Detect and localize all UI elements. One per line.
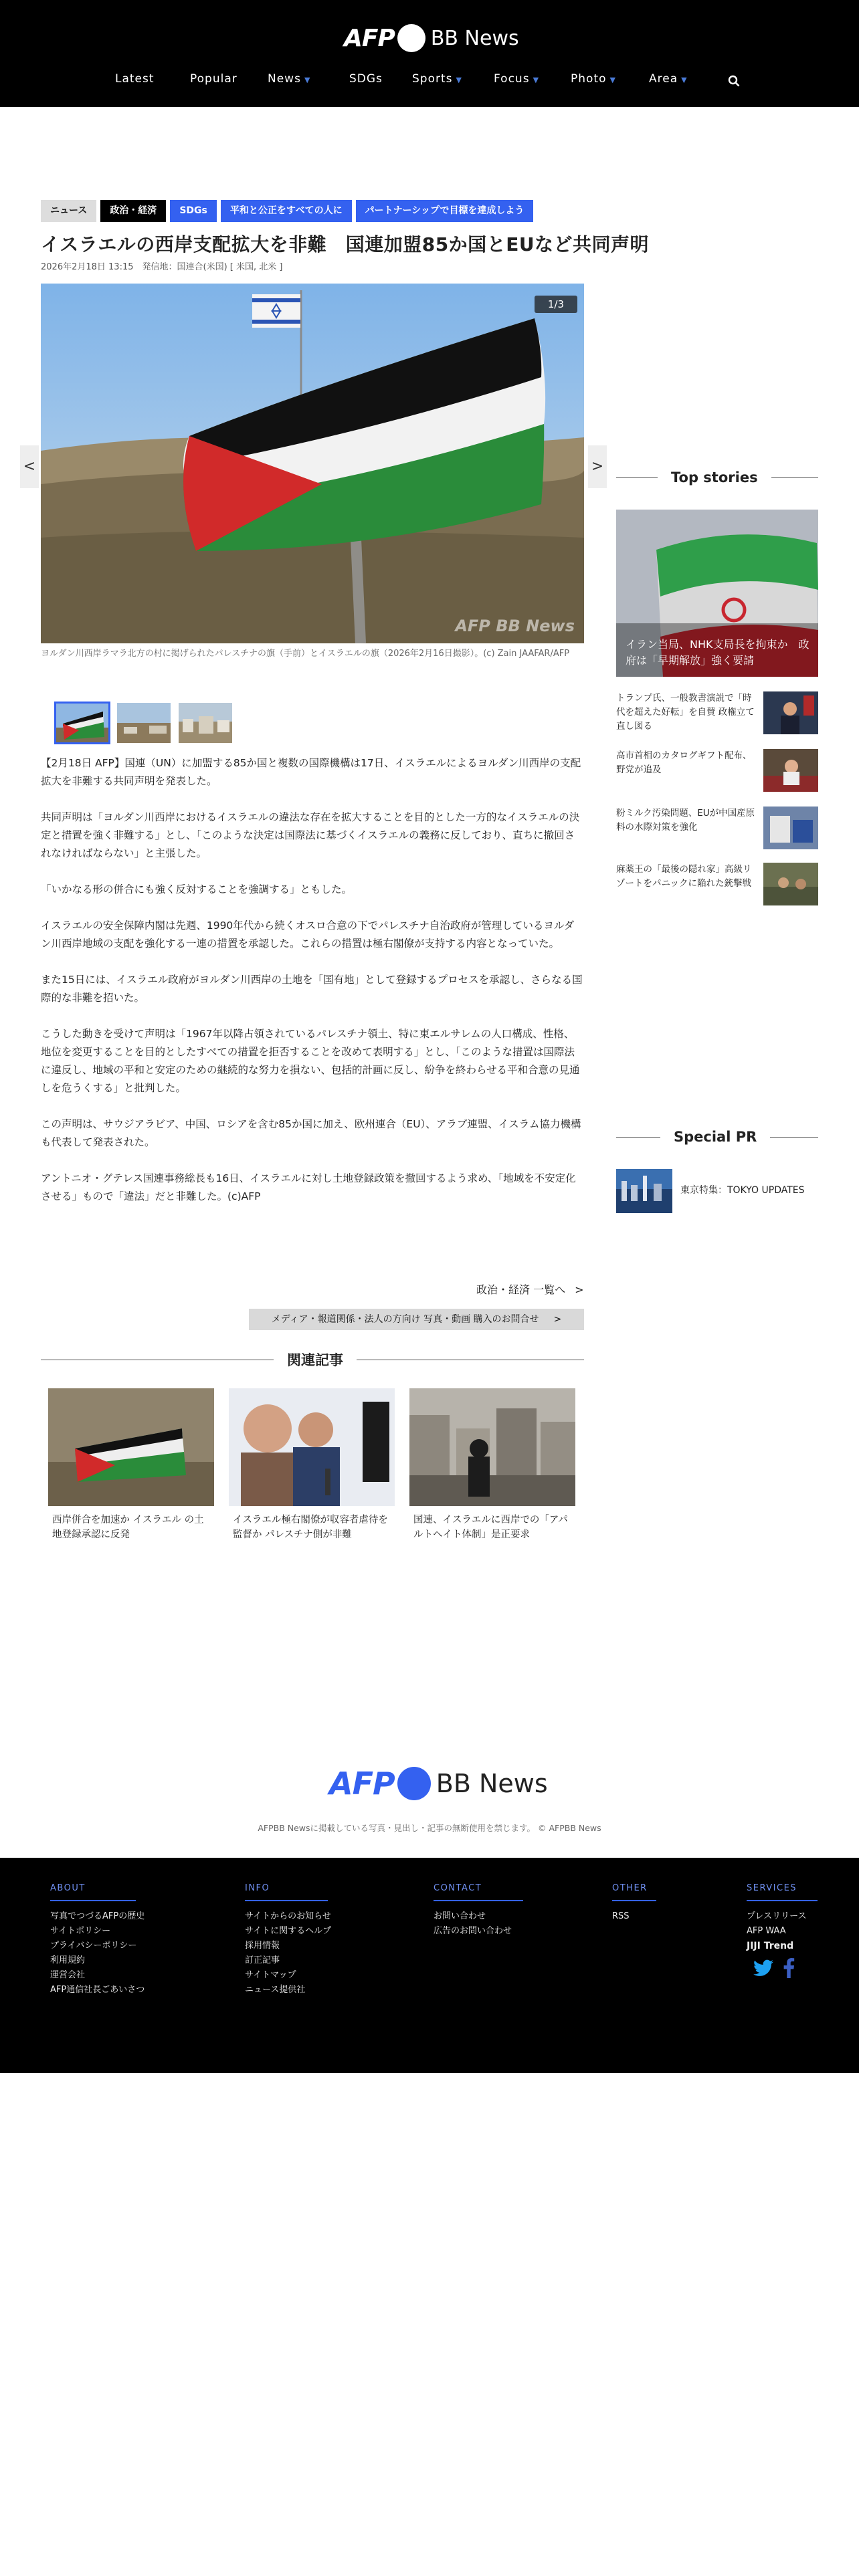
related-article-title: 国連、イスラエルに西岸での「アパルトヘイト体制」是正要求 [413, 1515, 568, 1540]
tag-sdgs[interactable]: SDGs [170, 200, 217, 222]
related-article-title: イスラエル極右閣僚が収容者虐待を監督か パレスチナ側が非難 [233, 1515, 388, 1540]
media-contact-button[interactable] [249, 1309, 584, 1330]
category-list-link[interactable] [476, 1281, 584, 1297]
article-paragraph: また15日には、イスラエル政府がヨルダン川西岸の土地を「国有地」として登録するプロセスを承認し、さらなる国際的な非難を招いた。 [41, 974, 583, 1004]
flag-photo [41, 284, 584, 643]
story-photo [763, 749, 818, 792]
special-pr-text: Special PR [674, 1129, 757, 1145]
footer-heading: CONTACT [434, 1883, 523, 1901]
nav-label: SDGs [349, 72, 383, 86]
tag-news[interactable]: ニュース [41, 200, 96, 222]
footer-heading: SERVICES [747, 1883, 818, 1901]
footer-link[interactable]: プライバシーポリシー [50, 1941, 137, 1951]
top-story-thumbnail [763, 691, 818, 734]
article-main-image [41, 284, 584, 643]
nav-label: Area [649, 72, 678, 86]
tag-politics-economy[interactable]: 政治・経済 [100, 200, 166, 222]
thumbnail-1[interactable] [54, 702, 110, 744]
footer-logo-bbnews: BB News [436, 1769, 548, 1798]
nav-item-focus[interactable] [494, 72, 539, 86]
thumbnail-2[interactable] [116, 702, 172, 744]
related-photo [229, 1388, 395, 1506]
special-pr-image[interactable] [616, 1169, 672, 1213]
footer-link[interactable]: サイトに関するヘルプ [245, 1926, 332, 1936]
tokyo-photo [616, 1169, 672, 1213]
special-pr-link[interactable]: 東京特集：TOKYO UPDATES [680, 1185, 805, 1196]
chevron-down-icon: ▼ [304, 76, 311, 84]
footer-link[interactable]: プレスリリース [747, 1911, 807, 1921]
site-footer [0, 1858, 859, 2073]
article-paragraph: この声明は、サウジアラビア、中国、ロシアを含む85か国に加え、欧州連合（EU）、アラブ連盟、イスラム協力機構も代表して発表された。 [41, 1118, 581, 1148]
top-story-thumbnail [763, 749, 818, 792]
prev-image-button[interactable]: < [20, 445, 39, 488]
footer-link[interactable]: サイトからのお知らせ [245, 1911, 331, 1921]
story-photo [763, 691, 818, 734]
thumbnail-image [56, 704, 110, 744]
article-paragraph: こうした動きを受けて声明は「1967年以降占領されているパレスチナ領土、特に東エルサレムの人口構成、性格、地位を変更することを目的としたすべての措置を拒否することを改めて表明する」とし、「このような措置は国際法に違反し、地域の平和と安定のための継続的な努力を損ない、包括的計画に反し、紛争を終わらせる平和合意の見通しを危うくする」と批判した。 [41, 1028, 580, 1094]
site-logo[interactable] [344, 24, 519, 52]
top-stories-text: Top stories [671, 469, 758, 486]
footer-heading: OTHER [612, 1883, 656, 1901]
twitter-icon[interactable] [753, 1959, 773, 1977]
footer-link[interactable]: サイトポリシー [50, 1926, 111, 1936]
footer-link[interactable]: 訂正記事 [245, 1955, 280, 1965]
article-meta: 2026年2月18日 13:15 発信地：国連合(米国) [ 米国, 北米 ] [41, 262, 283, 272]
special-pr-heading [616, 1129, 818, 1145]
nav-label: Latest [115, 72, 155, 86]
nav-item-sports[interactable] [412, 72, 462, 86]
logo-circle-icon [397, 24, 425, 52]
nav-item-area[interactable] [649, 72, 688, 86]
related-article-card[interactable] [229, 1388, 395, 1542]
nav-label: Popular [190, 72, 237, 86]
footer-column-about [50, 1883, 145, 1998]
logo-bbnews-text: BB News [430, 26, 519, 50]
top-story-item[interactable] [616, 691, 818, 734]
site-header [0, 0, 859, 107]
chevron-down-icon: ▼ [609, 76, 616, 84]
image-counter: 1/3 [535, 296, 577, 313]
divider [616, 1137, 660, 1138]
story-photo [763, 863, 818, 905]
article-paragraph: アントニオ・グテレス国連事務総長も16日、イスラエルに対し土地登録政策を撤回するよう求め、「地域を不安定化させる」もので「違法」だと非難した。(c)AFP [41, 1172, 576, 1202]
footer-column-other [612, 1883, 656, 1924]
image-thumbnails [54, 702, 233, 744]
thumbnail-3[interactable] [177, 702, 233, 744]
article-body [41, 754, 584, 1224]
thumbnail-image [179, 703, 233, 744]
top-story-thumbnail [763, 807, 818, 849]
article-tags [41, 200, 533, 222]
nav-item-sdgs[interactable] [349, 72, 383, 86]
logo-circle-icon [397, 1767, 431, 1800]
footer-link[interactable]: AFP通信社長ごあいさつ [50, 1985, 145, 1995]
related-article-image [409, 1388, 575, 1506]
footer-link[interactable]: 広告のお問い合わせ [434, 1926, 512, 1936]
footer-link[interactable]: 写真でつづるAFPの歴史 [50, 1911, 145, 1921]
nav-item-popular[interactable] [190, 72, 237, 86]
top-stories-heading [616, 469, 818, 486]
footer-link[interactable]: サイトマップ [245, 1970, 296, 1980]
article-paragraph: 【2月18日 AFP】国連（UN）に加盟する85か国と複数の国際機構は17日、イスラエルによるヨルダン川西岸の支配拡大を非難する共同声明を発表した。 [41, 757, 581, 787]
related-photo [48, 1388, 214, 1506]
nav-label: Focus [494, 72, 530, 86]
related-article-card[interactable] [48, 1388, 214, 1542]
footer-column-contact [434, 1883, 523, 1939]
chevron-right-icon: > [553, 1314, 562, 1325]
related-article-card[interactable] [409, 1388, 575, 1542]
footer-logo-afp: AFP [329, 1765, 395, 1802]
footer-heading: ABOUT [50, 1883, 136, 1901]
article-paragraph: 共同声明は「ヨルダン川西岸におけるイスラエルの違法な存在を拡大することを目的とした一方的なイスラエルの決定と措置を強く非難する」とし、「このような決定は国際法に基づくイスラエルの義務に反しており、直ちに撤回されなければならない」と主張した。 [41, 811, 580, 859]
facebook-icon[interactable] [783, 1958, 795, 1978]
search-icon[interactable] [728, 75, 740, 87]
media-contact-label: メディア・報道関係・法人の方向け 写真・動画 購入のお問合せ [271, 1314, 539, 1325]
top-story-thumbnail [763, 863, 818, 905]
footer-logo[interactable] [329, 1765, 548, 1802]
footer-link[interactable]: 採用情報 [245, 1941, 280, 1951]
divider [770, 1137, 818, 1138]
footer-link[interactable]: AFP WAA [747, 1926, 786, 1936]
footer-link[interactable]: 利用規約 [50, 1955, 86, 1965]
tag-peace-justice[interactable]: 平和と公正をすべての人に [221, 200, 352, 222]
footer-column-info [245, 1883, 331, 1998]
nav-label: Photo [571, 72, 607, 86]
top-story-caption[interactable]: イラン当局、NHK支局長を拘束か 政府は「早期解放」強く要請 [626, 638, 809, 667]
category-list-label: 政治・経済 一覧へ [476, 1283, 566, 1296]
logo-afp-text: AFP [344, 24, 395, 52]
thumbnail-image [117, 703, 172, 744]
top-story-title: 粉ミルク汚染問題、EUが中国産原料の水際対策を強化 [616, 808, 755, 833]
story-photo [763, 807, 818, 849]
footer-link[interactable]: お問い合わせ [434, 1911, 486, 1921]
footer-link[interactable]: ニュース提供社 [245, 1985, 306, 1995]
related-article-image [229, 1388, 395, 1506]
copyright-text: AFPBB Newsに掲載している写真・見出し・記事の無断使用を禁じます。 © AFPBB News [258, 1823, 601, 1833]
article-paragraph: イスラエルの安全保障内閣は先週、1990年代から続くオスロ合意の下でパレスチナ自治政府が管理しているヨルダン川西岸地域の支配を強化する一連の措置を承認した。これらの措置は極右閣僚が支持する内容となっていた。 [41, 920, 575, 950]
related-heading-text: 関連記事 [287, 1352, 343, 1368]
footer-heading: INFO [245, 1883, 328, 1901]
article-paragraph: 「いかなる形の併合にも強く反対することを強調する」ともした。 [41, 883, 353, 895]
divider [771, 477, 818, 478]
top-story-title: 高市首相のカタログギフト配布、野党が追及 [616, 750, 752, 775]
nav-item-photo[interactable] [571, 72, 616, 86]
chevron-down-icon: ▼ [456, 76, 462, 84]
footer-link[interactable]: 運営会社 [50, 1970, 86, 1980]
footer-link[interactable]: RSS [612, 1911, 630, 1921]
chevron-down-icon: ▼ [681, 76, 688, 84]
related-photo [409, 1388, 575, 1506]
image-caption: ヨルダン川西岸ラマラ北方の村に掲げられたパレスチナの旗（手前）とイスラエルの旗（2026年2月16日撮影）。(c) Zain JAAFAR/AFP [41, 649, 570, 659]
footer-column-services [747, 1883, 818, 1953]
nav-label: News [268, 72, 301, 86]
nav-label: Sports [412, 72, 453, 86]
top-story-title: 麻薬王の「最後の隠れ家」高級リゾートをパニックに陥れた銃撃戦 [616, 864, 752, 889]
nav-item-news[interactable] [268, 72, 310, 86]
top-story-item[interactable] [616, 863, 818, 905]
tag-partnership[interactable]: パートナーシップで目標を達成しよう [356, 200, 534, 222]
footer-link[interactable]: JIJI Trend [747, 1941, 794, 1951]
photo-watermark: AFP BB News [455, 617, 575, 635]
divider [616, 477, 658, 478]
nav-item-latest[interactable] [115, 72, 155, 86]
next-image-button[interactable]: > [588, 445, 607, 488]
related-articles-heading [41, 1350, 584, 1370]
chevron-right-icon: > [575, 1283, 584, 1296]
top-story-title: トランプ氏、一般教書演説で「時代を超えた好転」を自賛 政権立て直し図る [616, 693, 755, 732]
top-story-item[interactable] [616, 749, 818, 792]
article-title: イスラエルの西岸支配拡大を非難 国連加盟85か国とEUなど共同声明 [41, 233, 650, 255]
related-article-title: 西岸併合を加速か イスラエル の土地登録承認に反発 [52, 1515, 204, 1540]
chevron-down-icon: ▼ [533, 76, 540, 84]
related-article-image [48, 1388, 214, 1506]
top-story-item[interactable] [616, 807, 818, 849]
